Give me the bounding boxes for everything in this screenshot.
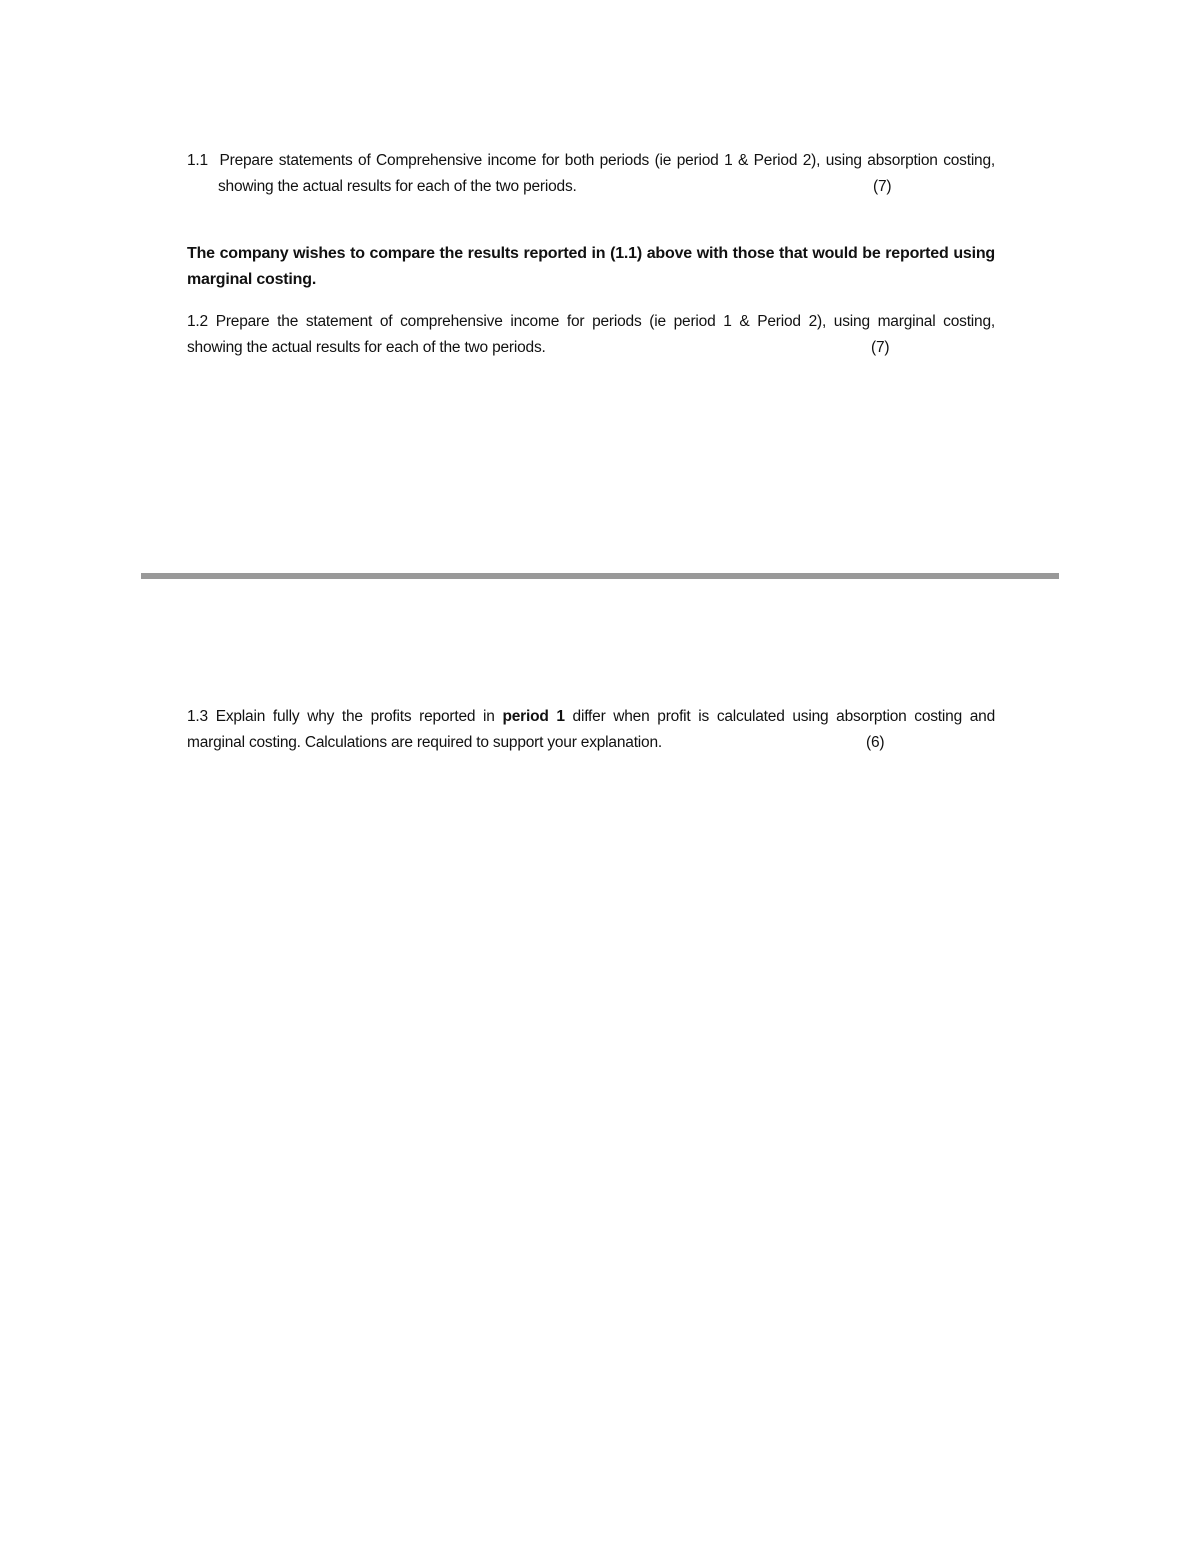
question-1-1-line-1: [187, 148, 995, 174]
question-text: showing the actual results for each of the two periods.: [187, 339, 546, 356]
question-1-3-line-1: [187, 704, 995, 730]
marks-label: (7): [873, 178, 892, 195]
question-text: Explain fully why the profits reported in: [215, 708, 495, 725]
intro-line-2: marginal costing.: [187, 271, 317, 288]
question-text: Prepare the statement of comprehensive income for periods (ie period 1 & Period 2), using marginal costing,: [215, 313, 995, 330]
question-number: 1.2: [187, 313, 208, 330]
marks-label: (7): [871, 339, 890, 356]
question-text: marginal costing. Calculations are required to support your explanation.: [187, 734, 662, 751]
marks-label: (6): [866, 734, 885, 751]
question-1-1: [187, 148, 995, 200]
question-text: Prepare statements of Comprehensive income for both periods (ie period 1 & Period 2), using absorption costing,: [219, 152, 996, 169]
question-number: 1.3: [187, 708, 208, 725]
question-1-2: [187, 309, 995, 361]
emphasis-period-1: period 1: [502, 708, 565, 725]
question-1-3-line-2: [187, 730, 995, 756]
question-1-3: [187, 704, 995, 756]
question-1-2-line-1: [187, 309, 995, 335]
section-divider: [141, 573, 1059, 579]
question-text: differ when profit is calculated using absorption costing and: [572, 708, 996, 725]
question-1-1-line-2: [187, 174, 995, 200]
intro-paragraph: [187, 241, 995, 293]
question-text: showing the actual results for each of the two periods.: [218, 178, 577, 195]
question-1-2-line-2: [187, 335, 995, 361]
intro-line-1: The company wishes to compare the results reported in (1.1) above with those that would be reported using: [187, 245, 995, 262]
question-number: 1.1: [187, 152, 208, 169]
